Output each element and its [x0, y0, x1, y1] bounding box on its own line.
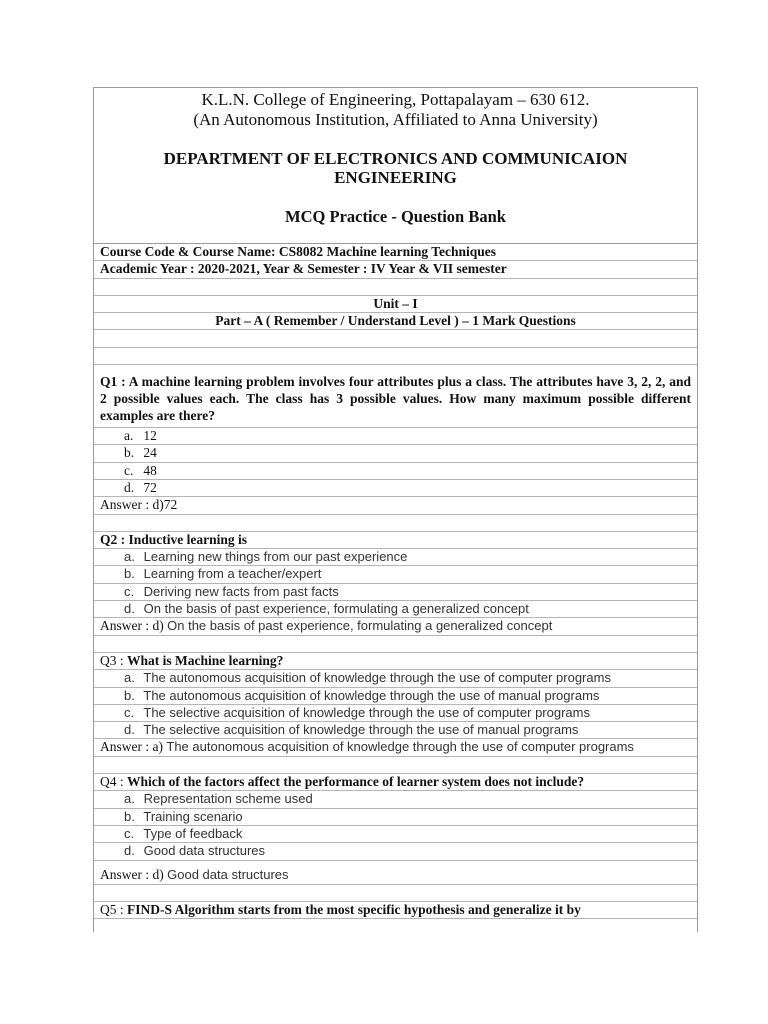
answer-value: On the basis of past experience, formulating a generalized concept — [167, 618, 553, 634]
option-row: d. The selective acquisition of knowledge through the use of manual programs — [94, 722, 697, 739]
option-row: a. 12 — [94, 428, 697, 445]
course-code-row: Course Code & Course Name: CS8082 Machine learning Techniques — [94, 244, 697, 261]
option-row: b. Training scenario — [94, 809, 697, 826]
option-row: b. The autonomous acquisition of knowledge through the use of manual programs — [94, 688, 697, 705]
page-title: MCQ Practice - Question Bank — [285, 207, 506, 226]
answer-value: The autonomous acquisition of knowledge through the use of computer programs — [166, 739, 634, 755]
option-row: d. 72 — [94, 480, 697, 497]
option-row: a. Learning new things from our past experience — [94, 549, 697, 566]
option-row: a. Representation scheme used — [94, 791, 697, 808]
college-name: K.L.N. College of Engineering, Pottapalayam – 630 612. — [201, 90, 590, 109]
part-title: Part – A ( Remember / Understand Level ) – 1 Mark Questions — [94, 313, 697, 330]
blank-row — [94, 885, 697, 902]
affiliation: (An Autonomous Institution, Affiliated to Anna University) — [193, 110, 598, 129]
question-text: What is Machine learning? — [127, 652, 284, 668]
question-4: Q4 : Which of the factors affect the performance of learner system does not include? — [94, 774, 697, 791]
question-5: Q5 : FIND-S Algorithm starts from the most specific hypothesis and generalize it by — [94, 902, 697, 919]
blank-row — [94, 757, 697, 774]
blank-row — [94, 279, 697, 296]
blank-row — [94, 636, 697, 653]
option-row: c. Type of feedback — [94, 826, 697, 843]
option-row: d. Good data structures — [94, 843, 697, 860]
question-3: Q3 : What is Machine learning? — [94, 653, 697, 670]
answer-value: Good data structures — [167, 866, 289, 882]
answer-row: Answer : a) The autonomous acquisition of knowledge through the use of computer programs — [94, 739, 697, 756]
option-row: c. The selective acquisition of knowledge through the use of computer programs — [94, 705, 697, 722]
question-text: FIND-S Algorithm starts from the most specific hypothesis and generalize it by — [127, 901, 581, 917]
option-row: a. The autonomous acquisition of knowledge through the use of computer programs — [94, 670, 697, 687]
department-title: DEPARTMENT OF ELECTRONICS AND COMMUNICAION ENGINEERING — [163, 149, 628, 187]
answer-value: d)72 — [152, 497, 178, 513]
blank-row — [94, 515, 697, 532]
answer-row: Answer : d) On the basis of past experience, formulating a generalized concept — [94, 618, 697, 635]
option-row: b. 24 — [94, 445, 697, 462]
document-header — [94, 90, 697, 244]
option-row: b. Learning from a teacher/expert — [94, 566, 697, 583]
academic-year-row: Academic Year : 2020-2021, Year & Semester : IV Year & VII semester — [94, 261, 697, 278]
blank-row — [94, 348, 697, 365]
option-row: d. On the basis of past experience, formulating a generalized concept — [94, 601, 697, 618]
option-row: c. Deriving new facts from past facts — [94, 584, 697, 601]
question-prefix: Q1 : — [100, 374, 129, 390]
blank-row — [94, 330, 697, 347]
answer-row: Answer : d)72 — [94, 497, 697, 514]
question-bank-sheet — [93, 87, 698, 932]
option-row: c. 48 — [94, 463, 697, 480]
unit-title: Unit – I — [94, 296, 697, 313]
question-text: Which of the factors affect the performance of learner system does not include? — [127, 774, 585, 790]
question-text: Inductive learning is — [128, 531, 248, 547]
question-1 — [94, 365, 697, 428]
answer-row: Answer : d) Good data structures — [94, 861, 697, 885]
question-text: A machine learning problem involves four attributes plus a class. The attributes have 3, 2, 2, and 2 possible values each. The class has 3 possible values. How many maximum possible different examples are there? — [100, 374, 691, 424]
question-2: Q2 : Inductive learning is — [94, 532, 697, 549]
